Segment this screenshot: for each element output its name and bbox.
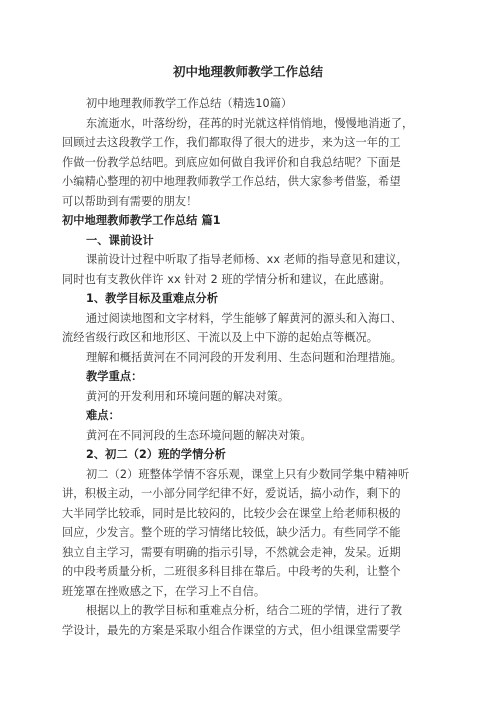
paragraph-line: 理解和概括黄河在不同河段的开发利用、生态问题和治理措施。 — [86, 350, 403, 364]
section-heading-line: 难点： — [86, 409, 120, 422]
paragraph-line: 讲，积极主动，一小部分同学纪律不好，爱说话，搞小动作，剩下的 — [62, 487, 401, 500]
section-heading-line: 教学重点： — [86, 370, 143, 383]
paragraph-line: 根据以上的教学目标和重难点分析，结合二班的学情，进行了教 — [86, 604, 403, 617]
paragraph-line: 流经省级行政区和地形区、干流以及上中下游的起始点等概况。 — [62, 331, 379, 344]
paragraph-line: 黄河的开发利用和环境问题的解决对策。 — [86, 389, 290, 403]
paragraph-line: 小编精心整理的初中地理教师教学工作总结，供大家参考借鉴，希望 — [62, 175, 401, 188]
paragraph-line: 大半同学比较乖，同时是比较闷的，比较少会在课堂上给老师积极的 — [62, 506, 401, 520]
paragraph-line: 的中段考质量分析，二班很多科目排在靠后。中段考的失利，让整个 — [62, 565, 401, 578]
paragraph-line: 同时也有支教伙伴许 xx 针对 2 班的学情分析和建议，在此感谢。 — [62, 272, 391, 286]
paragraph-line: 独立自主学习，需要有明确的指示引导，不然就会走神，发呆。近期 — [62, 545, 401, 559]
paragraph-line: 东流逝水，叶落纷纷，荏苒的时光就这样悄悄地，慢慢地消逝了， — [86, 116, 414, 130]
paragraph-line: 学设计，最先的方案是采取小组合作课堂的方式，但小组课堂需要学 — [62, 623, 401, 637]
page-title: 初中地理教师教学工作总结 — [172, 64, 323, 79]
paragraph-line: 班笼罩在挫败感之下，在学习上不自信。 — [62, 584, 266, 598]
section-heading-line: 2、初二（2）班的学情分析 — [86, 448, 226, 461]
paragraph-line: 初中地理教师教学工作总结（精选10篇） — [86, 97, 293, 110]
paragraph-line: 课前设计过程中听取了指导老师杨、xx 老师的指导意见和建议， — [86, 253, 408, 266]
paragraph-line: 回应，少发言。整个班的学习情绪比较低，缺少活力。有些同学不能 — [62, 526, 401, 539]
section-heading-line: 1、教学目标及重难点分析 — [86, 292, 219, 305]
section-heading-line: 初中地理教师教学工作总结 篇1 — [62, 214, 221, 227]
paragraph-line: 黄河在不同河段的生态环境问题的解决对策。 — [86, 428, 312, 442]
paragraph-line: 可以帮助到有需要的朋友！ — [62, 194, 198, 208]
paragraph-line: 初二（2）班整体学情不容乐观，课堂上只有少数同学集中精神听 — [86, 467, 410, 481]
section-heading-line: 一、课前设计 — [86, 233, 154, 247]
paragraph-line: 回顾过去这段教学工作，我们都取得了很大的进步，来为这一年的工 — [62, 136, 401, 149]
paragraph-line: 作做一份教学总结吧。到底应如何做自我评价和自我总结呢？下面是 — [62, 155, 401, 169]
paragraph-line: 通过阅读地图和文字材料，学生能够了解黄河的源头和入海口、 — [86, 311, 403, 325]
